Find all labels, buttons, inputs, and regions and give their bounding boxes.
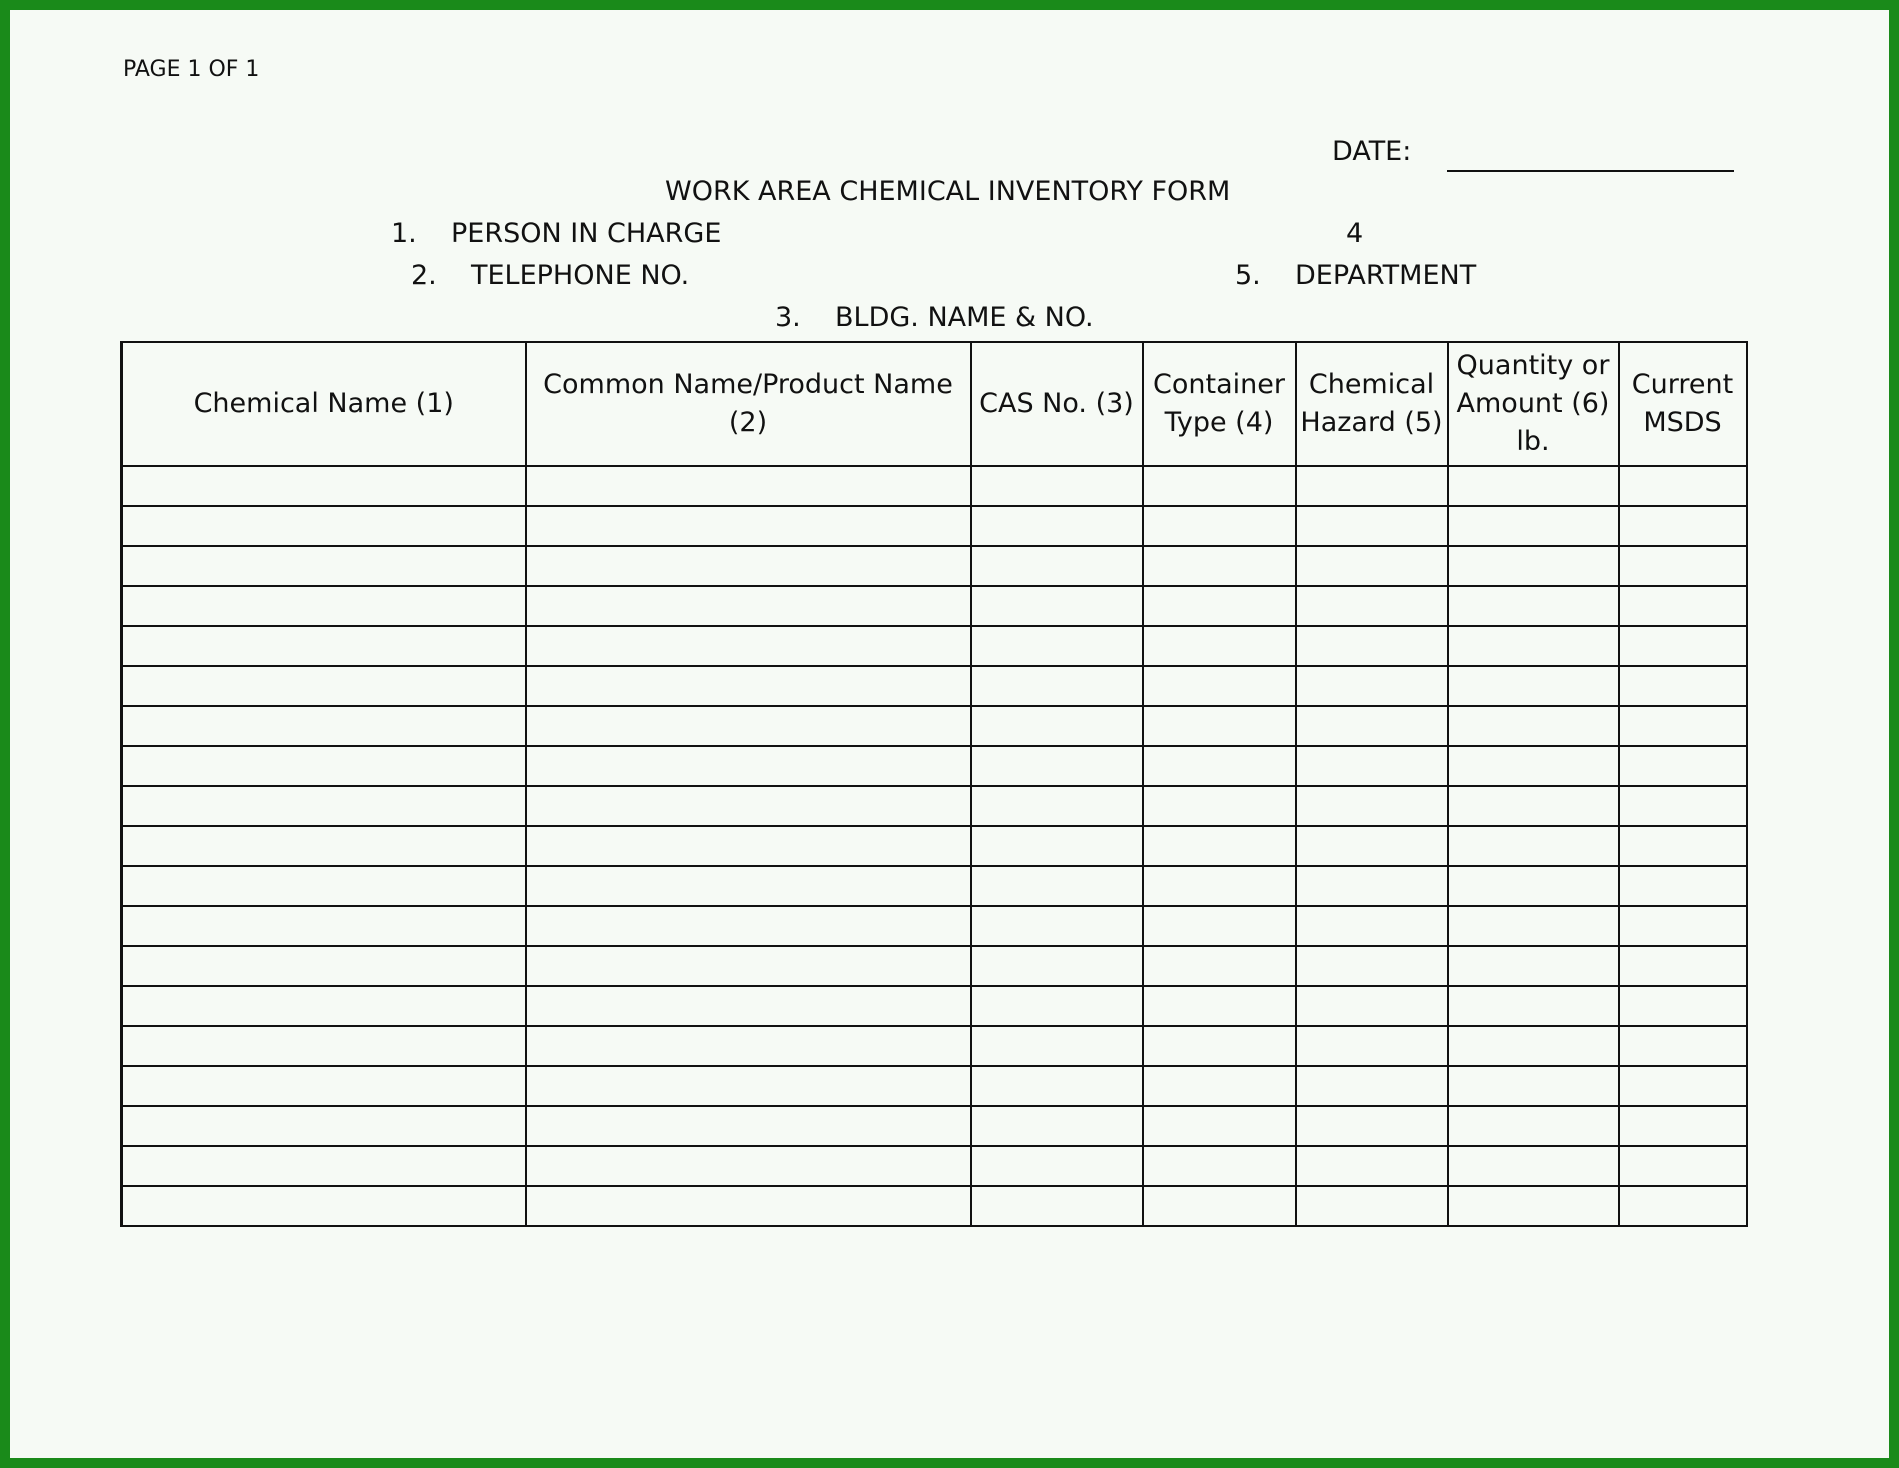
table-cell[interactable] <box>526 546 971 586</box>
table-cell[interactable] <box>1296 986 1448 1026</box>
table-row <box>122 506 1747 546</box>
telephone-field <box>411 260 689 292</box>
table-cell[interactable] <box>1448 786 1619 826</box>
table-cell[interactable] <box>1448 906 1619 946</box>
table-row <box>122 746 1747 786</box>
table-cell[interactable] <box>1296 866 1448 906</box>
field-number: 1. <box>391 218 417 249</box>
table-cell[interactable] <box>526 746 971 786</box>
header-line: Common Name/Product Name <box>543 369 953 400</box>
table-cell[interactable] <box>1619 746 1747 786</box>
table-cell[interactable] <box>526 506 971 546</box>
table-cell[interactable] <box>1619 826 1747 866</box>
column-header-quantity <box>1448 342 1619 466</box>
table-cell[interactable] <box>971 666 1143 706</box>
table-cell[interactable] <box>971 586 1143 626</box>
table-cell[interactable] <box>971 1186 1143 1226</box>
table-row <box>122 1186 1747 1226</box>
table-cell[interactable] <box>122 786 526 826</box>
table-cell[interactable] <box>1619 946 1747 986</box>
table-cell[interactable] <box>526 946 971 986</box>
table-cell[interactable] <box>971 786 1143 826</box>
table-cell[interactable] <box>122 1026 526 1066</box>
table-cell[interactable] <box>1143 986 1296 1026</box>
table-cell[interactable] <box>526 1186 971 1226</box>
table-cell[interactable] <box>1619 466 1747 506</box>
table-cell[interactable] <box>1296 1066 1448 1106</box>
table-cell[interactable] <box>526 706 971 746</box>
table-cell[interactable] <box>1296 946 1448 986</box>
table-cell[interactable] <box>971 1106 1143 1146</box>
table-cell[interactable] <box>1619 1066 1747 1106</box>
field-four <box>1346 218 1363 250</box>
table-row <box>122 1106 1747 1146</box>
table-cell[interactable] <box>1619 986 1747 1026</box>
table-row <box>122 466 1747 506</box>
table-cell[interactable] <box>122 1146 526 1186</box>
column-header-chemical-hazard <box>1296 342 1448 466</box>
table-cell[interactable] <box>1296 546 1448 586</box>
table-cell[interactable] <box>1448 666 1619 706</box>
field-label: DEPARTMENT <box>1295 260 1477 291</box>
table-cell[interactable] <box>1143 746 1296 786</box>
table-row <box>122 546 1747 586</box>
table-cell[interactable] <box>526 666 971 706</box>
table-cell[interactable] <box>1296 586 1448 626</box>
table-cell[interactable] <box>526 586 971 626</box>
table-row <box>122 666 1747 706</box>
table-cell[interactable] <box>1296 786 1448 826</box>
header-line: (2) <box>728 407 768 438</box>
table-cell[interactable] <box>971 546 1143 586</box>
table-cell[interactable] <box>971 986 1143 1026</box>
table-cell[interactable] <box>1448 546 1619 586</box>
table-cell[interactable] <box>122 946 526 986</box>
table-cell[interactable] <box>971 866 1143 906</box>
table-row <box>122 1146 1747 1186</box>
inventory-table-body <box>122 466 1747 1226</box>
header-line: Chemical Name (1) <box>193 388 454 419</box>
header-line: Amount (6) <box>1456 388 1610 419</box>
table-cell[interactable] <box>971 706 1143 746</box>
table-row <box>122 946 1747 986</box>
table-cell[interactable] <box>122 986 526 1026</box>
table-cell[interactable] <box>1296 506 1448 546</box>
table-cell[interactable] <box>1619 706 1747 746</box>
table-cell[interactable] <box>1143 906 1296 946</box>
table-row <box>122 626 1747 666</box>
table-cell[interactable] <box>1448 1026 1619 1066</box>
table-cell[interactable] <box>526 786 971 826</box>
person-in-charge-field <box>391 218 721 250</box>
table-cell[interactable] <box>1143 786 1296 826</box>
table-cell[interactable] <box>526 1066 971 1106</box>
table-cell[interactable] <box>1296 706 1448 746</box>
table-header-row <box>122 342 1747 466</box>
table-cell[interactable] <box>1619 506 1747 546</box>
table-cell[interactable] <box>1619 906 1747 946</box>
table-cell[interactable] <box>122 706 526 746</box>
table-cell[interactable] <box>526 1026 971 1066</box>
table-cell[interactable] <box>1296 1186 1448 1226</box>
table-cell[interactable] <box>122 626 526 666</box>
header-line: Container <box>1153 369 1285 400</box>
table-cell[interactable] <box>526 1146 971 1186</box>
table-cell[interactable] <box>1619 546 1747 586</box>
table-cell[interactable] <box>1448 826 1619 866</box>
header-line: Hazard (5) <box>1300 407 1443 438</box>
table-cell[interactable] <box>1143 946 1296 986</box>
table-cell[interactable] <box>1143 1146 1296 1186</box>
table-cell[interactable] <box>122 1066 526 1106</box>
table-cell[interactable] <box>1143 506 1296 546</box>
table-cell[interactable] <box>1296 1106 1448 1146</box>
table-cell[interactable] <box>971 1066 1143 1106</box>
table-row <box>122 906 1747 946</box>
table-cell[interactable] <box>526 906 971 946</box>
table-cell[interactable] <box>971 746 1143 786</box>
table-cell[interactable] <box>971 466 1143 506</box>
table-cell[interactable] <box>1619 866 1747 906</box>
table-cell[interactable] <box>971 946 1143 986</box>
table-cell[interactable] <box>1296 1146 1448 1186</box>
table-cell[interactable] <box>971 1146 1143 1186</box>
field-label: PERSON IN CHARGE <box>451 218 722 249</box>
table-cell[interactable] <box>526 466 971 506</box>
table-cell[interactable] <box>1143 1106 1296 1146</box>
header-line: CAS No. (3) <box>979 388 1134 419</box>
field-label: TELEPHONE NO. <box>471 260 690 291</box>
table-cell[interactable] <box>971 906 1143 946</box>
table-cell[interactable] <box>122 906 526 946</box>
column-header-cas-no <box>971 342 1143 466</box>
table-cell[interactable] <box>1619 786 1747 826</box>
table-row <box>122 986 1747 1026</box>
table-cell[interactable] <box>1143 666 1296 706</box>
table-cell[interactable] <box>1296 666 1448 706</box>
table-cell[interactable] <box>1448 706 1619 746</box>
table-cell[interactable] <box>1448 746 1619 786</box>
table-cell[interactable] <box>971 1026 1143 1066</box>
page-number: PAGE 1 OF 1 <box>123 57 260 82</box>
table-row <box>122 826 1747 866</box>
table-cell[interactable] <box>1448 946 1619 986</box>
table-cell[interactable] <box>1296 826 1448 866</box>
header-line: Type (4) <box>1164 407 1274 438</box>
column-header-current-msds <box>1619 342 1747 466</box>
table-cell[interactable] <box>122 1106 526 1146</box>
table-row <box>122 1066 1747 1106</box>
table-cell[interactable] <box>1448 466 1619 506</box>
field-number: 3. <box>775 302 801 333</box>
building-field <box>775 302 1094 334</box>
header-line: MSDS <box>1643 407 1722 438</box>
table-row <box>122 1026 1747 1066</box>
table-row <box>122 586 1747 626</box>
table-cell[interactable] <box>1619 666 1747 706</box>
table-cell[interactable] <box>1448 626 1619 666</box>
table-cell[interactable] <box>526 986 971 1026</box>
column-header-chemical-name <box>122 342 526 466</box>
field-number: 4 <box>1346 218 1364 249</box>
table-cell[interactable] <box>1619 626 1747 666</box>
table-cell[interactable] <box>1448 866 1619 906</box>
table-cell[interactable] <box>1448 1066 1619 1106</box>
table-cell[interactable] <box>526 826 971 866</box>
table-cell[interactable] <box>122 666 526 706</box>
table-cell[interactable] <box>1619 1106 1747 1146</box>
table-row <box>122 706 1747 746</box>
table-cell[interactable] <box>1143 586 1296 626</box>
header-line: Chemical <box>1308 369 1435 400</box>
table-cell[interactable] <box>1448 1146 1619 1186</box>
table-cell[interactable] <box>1296 466 1448 506</box>
table-cell[interactable] <box>122 466 526 506</box>
table-cell[interactable] <box>1619 1146 1747 1186</box>
field-label: BLDG. NAME & NO. <box>835 302 1094 333</box>
table-cell[interactable] <box>1619 586 1747 626</box>
header-line: Quantity or <box>1456 350 1610 381</box>
table-cell[interactable] <box>122 546 526 586</box>
inventory-table <box>120 341 1748 1227</box>
table-cell[interactable] <box>1143 546 1296 586</box>
table-cell[interactable] <box>122 1186 526 1226</box>
table-cell[interactable] <box>1143 626 1296 666</box>
table-cell[interactable] <box>1448 1186 1619 1226</box>
table-cell[interactable] <box>122 826 526 866</box>
table-cell[interactable] <box>122 746 526 786</box>
table-cell[interactable] <box>971 506 1143 546</box>
column-header-container-type <box>1143 342 1296 466</box>
table-row <box>122 866 1747 906</box>
table-cell[interactable] <box>1448 986 1619 1026</box>
table-cell[interactable] <box>1448 506 1619 546</box>
table-cell[interactable] <box>526 1106 971 1146</box>
table-cell[interactable] <box>1143 706 1296 746</box>
table-cell[interactable] <box>1619 1026 1747 1066</box>
table-cell[interactable] <box>122 586 526 626</box>
field-number: 2. <box>411 260 437 291</box>
table-cell[interactable] <box>1143 1066 1296 1106</box>
form-title: WORK AREA CHEMICAL INVENTORY FORM <box>665 176 1231 207</box>
table-cell[interactable] <box>1448 586 1619 626</box>
table-cell[interactable] <box>526 626 971 666</box>
table-cell[interactable] <box>1448 1106 1619 1146</box>
table-cell[interactable] <box>1143 466 1296 506</box>
date-label: DATE: <box>1332 136 1412 167</box>
table-cell[interactable] <box>122 866 526 906</box>
table-cell[interactable] <box>122 506 526 546</box>
table-cell[interactable] <box>1296 746 1448 786</box>
table-cell[interactable] <box>1619 1186 1747 1226</box>
field-number: 5. <box>1235 260 1261 291</box>
column-header-common-name <box>526 342 971 466</box>
form-page <box>10 10 1889 1458</box>
table-cell[interactable] <box>971 626 1143 666</box>
date-field[interactable] <box>1447 170 1734 172</box>
table-cell[interactable] <box>1296 626 1448 666</box>
table-cell[interactable] <box>971 826 1143 866</box>
table-row <box>122 786 1747 826</box>
table-cell[interactable] <box>1296 906 1448 946</box>
table-cell[interactable] <box>1143 1186 1296 1226</box>
table-cell[interactable] <box>1296 1026 1448 1066</box>
table-cell[interactable] <box>1143 866 1296 906</box>
table-cell[interactable] <box>1143 1026 1296 1066</box>
table-cell[interactable] <box>526 866 971 906</box>
header-line: lb. <box>1516 426 1550 457</box>
department-field <box>1235 260 1476 292</box>
table-cell[interactable] <box>1143 826 1296 866</box>
header-line: Current <box>1631 369 1734 400</box>
